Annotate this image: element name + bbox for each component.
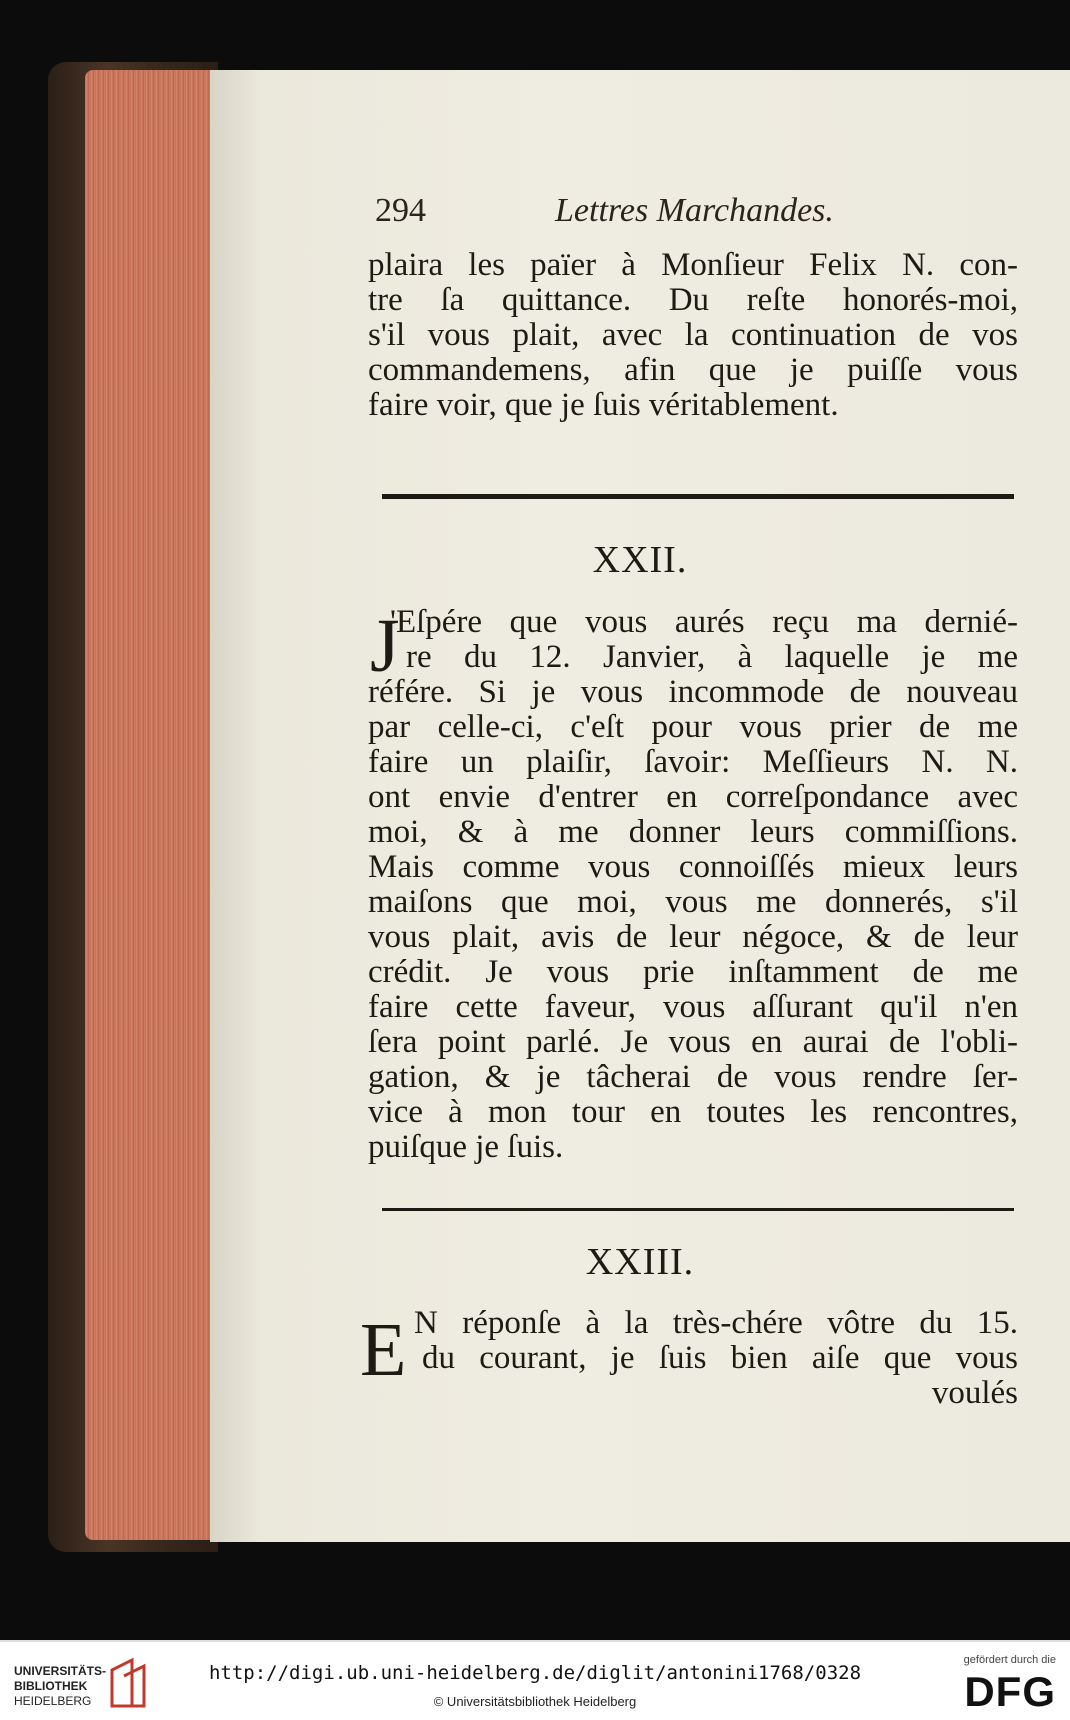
page-edges <box>85 70 215 1540</box>
funder-logo: DFG <box>964 1668 1056 1715</box>
drop-cap-j: J <box>370 604 400 688</box>
text-line: faire cette faveur, vous aſſurant qu'il n'en <box>368 989 1018 1025</box>
text-line: commandemens, afin que je puiſſe vous <box>368 352 1018 388</box>
text-line: puiſque je ſuis. <box>368 1129 564 1165</box>
separator-rule <box>382 494 1014 499</box>
text-line: moi, & à me donner leurs commiſſions. <box>368 814 1018 850</box>
text-line: ſera point parlé. Je vous en aurai de l'obli- <box>368 1024 1018 1060</box>
letter-heading-xxii: XXII. <box>592 539 688 581</box>
text-line: maiſons que moi, vous me donnerés, s'il <box>368 884 1018 920</box>
letter-heading-xxiii: XXIII. <box>585 1241 695 1283</box>
text-block-top <box>368 248 1018 423</box>
text-line: 'Eſpére que vous aurés reçu ma dernié- <box>390 604 1018 640</box>
funder-label: gefördert durch die <box>963 1654 1056 1666</box>
text-line: Mais comme vous connoiſſés mieux leurs <box>368 849 1018 885</box>
text-line: faire voir, que je ſuis véritablement. <box>368 387 839 423</box>
text-line: référe. Si je vous incommode de nouveau <box>368 674 1018 710</box>
book-page <box>210 70 1070 1542</box>
text-line: par celle-ci, c'eſt pour vous prier de me <box>368 709 1018 745</box>
source-url-link[interactable]: http://digi.ub.uni-heidelberg.de/diglit/antonini1768/0328 <box>208 1662 862 1684</box>
letter-body-xxiii <box>368 1306 1018 1411</box>
separator-rule <box>382 1208 1014 1211</box>
library-name-line: BIBLIOTHEK <box>14 1679 88 1693</box>
text-line: N réponſe à la très-chére vôtre du 15. <box>414 1305 1018 1341</box>
drop-cap-e: E <box>360 1308 407 1392</box>
text-line: plaira les païer à Monſieur Felix N. con- <box>368 247 1018 283</box>
text-line: vice à mon tour en toutes les rencontres, <box>368 1094 1018 1130</box>
page-number: 294 <box>375 192 426 229</box>
text-line: s'il vous plait, avec la continuation de vos <box>368 317 1018 353</box>
text-line: tre ſa quittance. Du reſte honorés-moi, <box>368 282 1018 318</box>
text-line: re du 12. Janvier, à laquelle je me <box>406 639 1018 675</box>
catchword: voulés <box>931 1375 1018 1411</box>
running-head: Lettres Marchandes. <box>555 192 834 229</box>
footer-bar <box>0 1640 1070 1720</box>
letter-body-xxii <box>368 605 1018 1165</box>
text-line: ont envie d'entrer en correſpondance avec <box>368 779 1018 815</box>
text-line: crédit. Je vous prie inſtamment de me <box>368 954 1018 990</box>
page-header <box>210 192 1070 242</box>
text-line: gation, & je tâcherai de vous rendre ſer- <box>368 1059 1018 1095</box>
text-line: du courant, je ſuis bien aiſe que vous <box>422 1340 1018 1376</box>
library-name-line: UNIVERSITÄTS- <box>14 1664 107 1678</box>
text-line: faire un plaiſir, ſavoir: Meſſieurs N. N. <box>368 744 1018 780</box>
text-line: vous plait, avis de leur négoce, & de leur <box>368 919 1018 955</box>
library-name-line: HEIDELBERG <box>14 1694 92 1708</box>
copyright-notice: © Universitätsbibliothek Heidelberg <box>433 1694 637 1709</box>
